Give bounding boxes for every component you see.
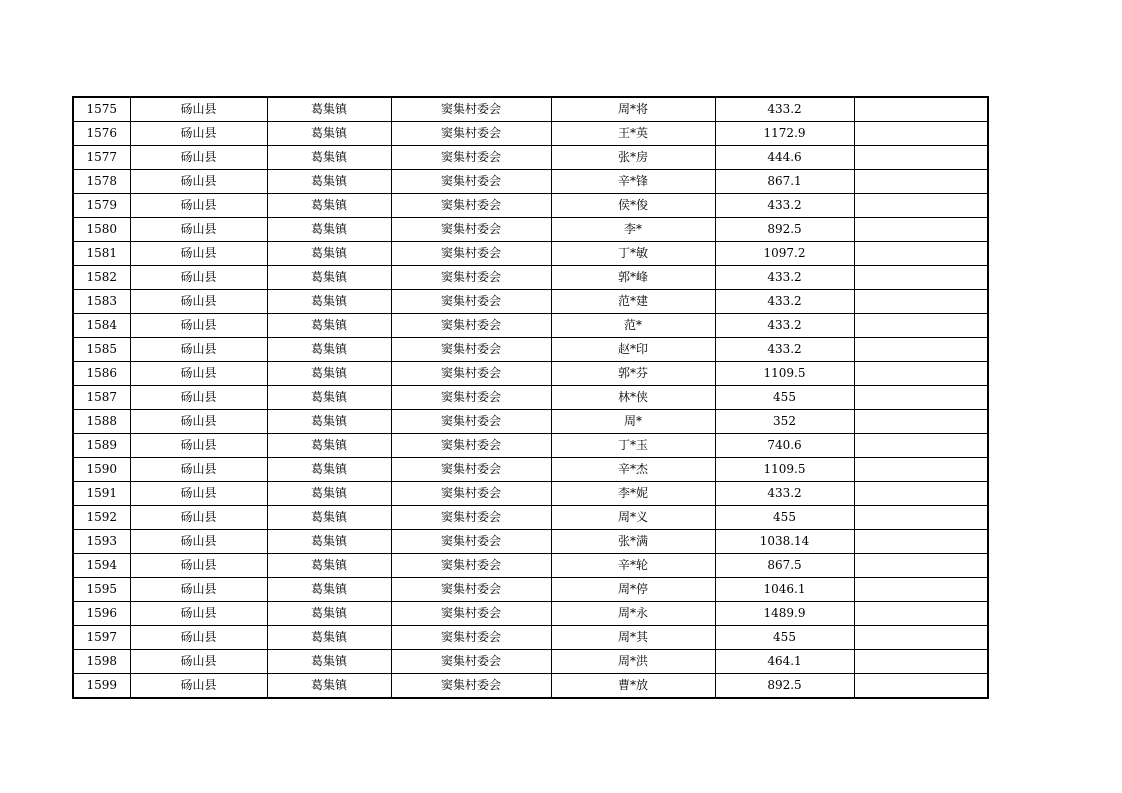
table-row	[73, 338, 988, 362]
amount-cell: 867.1	[715, 170, 854, 194]
amount-cell: 1489.9	[715, 602, 854, 626]
town-cell: 葛集镇	[267, 506, 391, 530]
row-number-cell: 1591	[73, 482, 130, 506]
amount-cell: 867.5	[715, 554, 854, 578]
table-row	[73, 578, 988, 602]
amount-cell: 1038.14	[715, 530, 854, 554]
town-cell: 葛集镇	[267, 458, 391, 482]
village-committee-cell: 窦集村委会	[391, 266, 551, 290]
row-number-cell: 1585	[73, 338, 130, 362]
town-cell: 葛集镇	[267, 674, 391, 699]
amount-cell: 433.2	[715, 338, 854, 362]
row-number-cell: 1583	[73, 290, 130, 314]
village-committee-cell: 窦集村委会	[391, 290, 551, 314]
amount-cell: 352	[715, 410, 854, 434]
county-cell: 砀山县	[130, 674, 267, 699]
row-number-cell: 1586	[73, 362, 130, 386]
remark-cell	[854, 482, 988, 506]
name-cell: 周*	[551, 410, 715, 434]
county-cell: 砀山县	[130, 458, 267, 482]
name-cell: 张*房	[551, 146, 715, 170]
row-number-cell: 1578	[73, 170, 130, 194]
county-cell: 砀山县	[130, 314, 267, 338]
county-cell: 砀山县	[130, 218, 267, 242]
row-number-cell: 1582	[73, 266, 130, 290]
name-cell: 郭*芬	[551, 362, 715, 386]
name-cell: 曹*放	[551, 674, 715, 699]
town-cell: 葛集镇	[267, 122, 391, 146]
row-number-cell: 1590	[73, 458, 130, 482]
name-cell: 李*妮	[551, 482, 715, 506]
town-cell: 葛集镇	[267, 626, 391, 650]
table-row	[73, 218, 988, 242]
row-number-cell: 1580	[73, 218, 130, 242]
table-row	[73, 122, 988, 146]
table-row	[73, 386, 988, 410]
table-row	[73, 626, 988, 650]
name-cell: 周*洪	[551, 650, 715, 674]
town-cell: 葛集镇	[267, 338, 391, 362]
village-committee-cell: 窦集村委会	[391, 458, 551, 482]
town-cell: 葛集镇	[267, 290, 391, 314]
county-cell: 砀山县	[130, 97, 267, 122]
name-cell: 丁*敏	[551, 242, 715, 266]
remark-cell	[854, 554, 988, 578]
village-committee-cell: 窦集村委会	[391, 578, 551, 602]
name-cell: 辛*轮	[551, 554, 715, 578]
table-row	[73, 290, 988, 314]
remark-cell	[854, 410, 988, 434]
amount-cell: 433.2	[715, 482, 854, 506]
row-number-cell: 1589	[73, 434, 130, 458]
town-cell: 葛集镇	[267, 578, 391, 602]
remark-cell	[854, 194, 988, 218]
table-row	[73, 362, 988, 386]
row-number-cell: 1598	[73, 650, 130, 674]
town-cell: 葛集镇	[267, 146, 391, 170]
town-cell: 葛集镇	[267, 314, 391, 338]
town-cell: 葛集镇	[267, 650, 391, 674]
county-cell: 砀山县	[130, 242, 267, 266]
row-number-cell: 1575	[73, 97, 130, 122]
name-cell: 周*停	[551, 578, 715, 602]
county-cell: 砀山县	[130, 266, 267, 290]
village-committee-cell: 窦集村委会	[391, 482, 551, 506]
table-row	[73, 242, 988, 266]
table-row	[73, 506, 988, 530]
row-number-cell: 1593	[73, 530, 130, 554]
table-row	[73, 314, 988, 338]
amount-cell: 740.6	[715, 434, 854, 458]
name-cell: 周*永	[551, 602, 715, 626]
name-cell: 郭*峰	[551, 266, 715, 290]
amount-cell: 455	[715, 386, 854, 410]
table-row	[73, 554, 988, 578]
remark-cell	[854, 314, 988, 338]
county-cell: 砀山县	[130, 482, 267, 506]
name-cell: 周*义	[551, 506, 715, 530]
remark-cell	[854, 578, 988, 602]
row-number-cell: 1584	[73, 314, 130, 338]
amount-cell: 1109.5	[715, 362, 854, 386]
town-cell: 葛集镇	[267, 242, 391, 266]
row-number-cell: 1588	[73, 410, 130, 434]
table-row	[73, 458, 988, 482]
village-committee-cell: 窦集村委会	[391, 650, 551, 674]
county-cell: 砀山县	[130, 290, 267, 314]
amount-cell: 1109.5	[715, 458, 854, 482]
town-cell: 葛集镇	[267, 266, 391, 290]
amount-cell: 455	[715, 626, 854, 650]
county-cell: 砀山县	[130, 386, 267, 410]
county-cell: 砀山县	[130, 626, 267, 650]
town-cell: 葛集镇	[267, 554, 391, 578]
amount-cell: 444.6	[715, 146, 854, 170]
row-number-cell: 1595	[73, 578, 130, 602]
remark-cell	[854, 122, 988, 146]
remark-cell	[854, 218, 988, 242]
remark-cell	[854, 530, 988, 554]
name-cell: 辛*杰	[551, 458, 715, 482]
amount-cell: 892.5	[715, 674, 854, 699]
village-committee-cell: 窦集村委会	[391, 530, 551, 554]
village-committee-cell: 窦集村委会	[391, 386, 551, 410]
town-cell: 葛集镇	[267, 170, 391, 194]
town-cell: 葛集镇	[267, 530, 391, 554]
remark-cell	[854, 602, 988, 626]
name-cell: 周*将	[551, 97, 715, 122]
remark-cell	[854, 506, 988, 530]
name-cell: 王*英	[551, 122, 715, 146]
remark-cell	[854, 434, 988, 458]
village-committee-cell: 窦集村委会	[391, 554, 551, 578]
village-committee-cell: 窦集村委会	[391, 146, 551, 170]
county-cell: 砀山县	[130, 122, 267, 146]
village-committee-cell: 窦集村委会	[391, 97, 551, 122]
county-cell: 砀山县	[130, 602, 267, 626]
village-committee-cell: 窦集村委会	[391, 170, 551, 194]
village-committee-cell: 窦集村委会	[391, 314, 551, 338]
county-cell: 砀山县	[130, 410, 267, 434]
town-cell: 葛集镇	[267, 386, 391, 410]
town-cell: 葛集镇	[267, 482, 391, 506]
county-cell: 砀山县	[130, 434, 267, 458]
village-committee-cell: 窦集村委会	[391, 122, 551, 146]
table-row	[73, 170, 988, 194]
row-number-cell: 1576	[73, 122, 130, 146]
name-cell: 张*满	[551, 530, 715, 554]
county-cell: 砀山县	[130, 338, 267, 362]
county-cell: 砀山县	[130, 578, 267, 602]
village-committee-cell: 窦集村委会	[391, 218, 551, 242]
table-row	[73, 266, 988, 290]
table-row	[73, 530, 988, 554]
name-cell: 范*建	[551, 290, 715, 314]
row-number-cell: 1587	[73, 386, 130, 410]
name-cell: 辛*锋	[551, 170, 715, 194]
amount-cell: 433.2	[715, 314, 854, 338]
name-cell: 周*其	[551, 626, 715, 650]
town-cell: 葛集镇	[267, 218, 391, 242]
name-cell: 林*侠	[551, 386, 715, 410]
table-row	[73, 674, 988, 699]
town-cell: 葛集镇	[267, 194, 391, 218]
village-committee-cell: 窦集村委会	[391, 242, 551, 266]
county-cell: 砀山县	[130, 170, 267, 194]
row-number-cell: 1594	[73, 554, 130, 578]
county-cell: 砀山县	[130, 506, 267, 530]
town-cell: 葛集镇	[267, 362, 391, 386]
amount-cell: 455	[715, 506, 854, 530]
name-cell: 侯*俊	[551, 194, 715, 218]
remark-cell	[854, 386, 988, 410]
row-number-cell: 1596	[73, 602, 130, 626]
remark-cell	[854, 338, 988, 362]
table-row	[73, 97, 988, 122]
county-cell: 砀山县	[130, 530, 267, 554]
county-cell: 砀山县	[130, 650, 267, 674]
village-committee-cell: 窦集村委会	[391, 602, 551, 626]
remark-cell	[854, 362, 988, 386]
table-row	[73, 146, 988, 170]
name-cell: 赵*印	[551, 338, 715, 362]
name-cell: 丁*玉	[551, 434, 715, 458]
village-committee-cell: 窦集村委会	[391, 194, 551, 218]
village-committee-cell: 窦集村委会	[391, 626, 551, 650]
row-number-cell: 1599	[73, 674, 130, 699]
amount-cell: 1097.2	[715, 242, 854, 266]
remark-cell	[854, 458, 988, 482]
remark-cell	[854, 266, 988, 290]
remark-cell	[854, 650, 988, 674]
row-number-cell: 1592	[73, 506, 130, 530]
village-committee-cell: 窦集村委会	[391, 338, 551, 362]
remark-cell	[854, 170, 988, 194]
remark-cell	[854, 626, 988, 650]
remark-cell	[854, 242, 988, 266]
amount-cell: 433.2	[715, 97, 854, 122]
county-cell: 砀山县	[130, 146, 267, 170]
town-cell: 葛集镇	[267, 434, 391, 458]
table-row	[73, 482, 988, 506]
row-number-cell: 1581	[73, 242, 130, 266]
village-committee-cell: 窦集村委会	[391, 410, 551, 434]
row-number-cell: 1579	[73, 194, 130, 218]
amount-cell: 433.2	[715, 290, 854, 314]
table-row	[73, 410, 988, 434]
name-cell: 范*	[551, 314, 715, 338]
name-cell: 李*	[551, 218, 715, 242]
row-number-cell: 1577	[73, 146, 130, 170]
county-cell: 砀山县	[130, 362, 267, 386]
row-number-cell: 1597	[73, 626, 130, 650]
amount-cell: 1046.1	[715, 578, 854, 602]
remark-cell	[854, 146, 988, 170]
village-committee-cell: 窦集村委会	[391, 506, 551, 530]
remark-cell	[854, 290, 988, 314]
amount-cell: 433.2	[715, 194, 854, 218]
table-row	[73, 434, 988, 458]
village-committee-cell: 窦集村委会	[391, 434, 551, 458]
amount-cell: 892.5	[715, 218, 854, 242]
county-cell: 砀山县	[130, 194, 267, 218]
table-row	[73, 602, 988, 626]
town-cell: 葛集镇	[267, 602, 391, 626]
table-row	[73, 650, 988, 674]
amount-cell: 433.2	[715, 266, 854, 290]
village-committee-cell: 窦集村委会	[391, 674, 551, 699]
county-cell: 砀山县	[130, 554, 267, 578]
table-body	[73, 97, 988, 698]
amount-cell: 1172.9	[715, 122, 854, 146]
town-cell: 葛集镇	[267, 410, 391, 434]
village-committee-cell: 窦集村委会	[391, 362, 551, 386]
town-cell: 葛集镇	[267, 97, 391, 122]
remark-cell	[854, 674, 988, 699]
amount-cell: 464.1	[715, 650, 854, 674]
remark-cell	[854, 97, 988, 122]
data-table	[72, 96, 989, 699]
table-row	[73, 194, 988, 218]
